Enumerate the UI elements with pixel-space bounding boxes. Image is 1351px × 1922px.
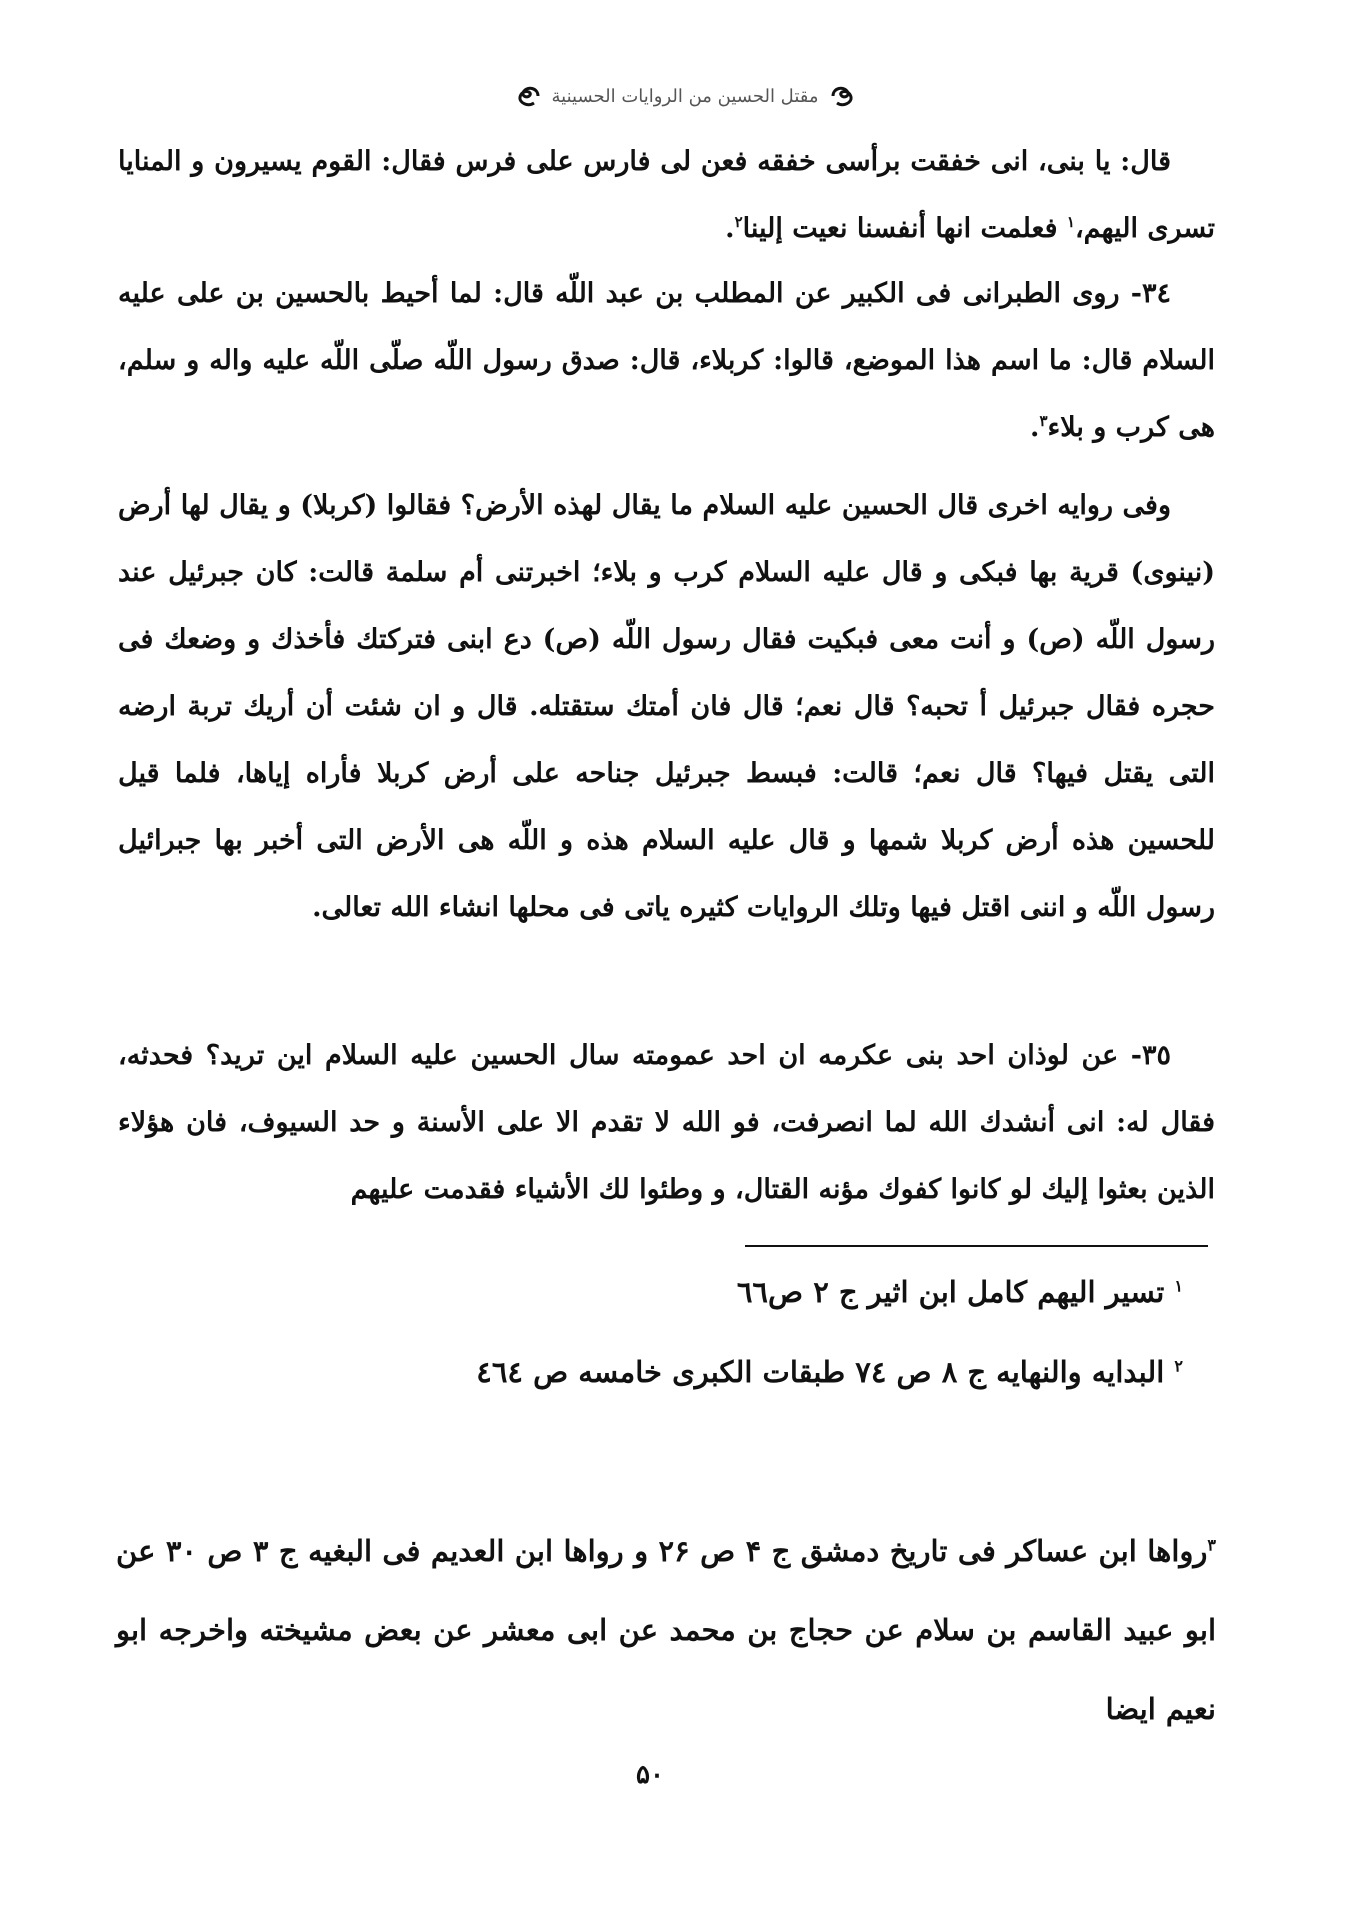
paragraph-1-text-c: . [725, 213, 735, 244]
header-title: مقتل الحسين من الروايات الحسينية [551, 85, 819, 107]
ornament-right-icon [829, 83, 855, 109]
footnote-3 [116, 1512, 1216, 1749]
paragraph-3-text: وفى روايه اخرى قال الحسين عليه السلام ما يقال لهذه الأرض؟ فقالوا (كربلا) و يقال لها أرض (نينوى) قرية بها فبكى و قال عليه السلام كرب و بلاء؛ اخبرتنى أم سلمة قالت: كان جبرئيل عند رسول اللّه (ص) و أنت معى فبكيت فقال رسول اللّه (ص) دع ابنى فتركتك فأخذك و وضعك فى حجره فقال جبرئيل أ تحبه؟ قال نعم؛ قال فان أمتك ستقتله. قال و ان شئت أن أريك تربة ارضه التى يقتل فيها؟ قال نعم؛ قالت: فبسط جبرئيل جناحه على أرض كربلا فأراه إياها، فلما قيل للحسين هذه أرض كربلا شمها و قال عليه السلام هذه و اللّه هى الأرض التى أخبر بها جبرائيل رسول اللّه و اننى اقتل فيها وتلك الروايات كثيره ياتى فى محلها انشاء الله تعالى. [118, 490, 1215, 923]
footnote-ref-1: ١ [1066, 213, 1075, 231]
footnote-2-text: البدايه والنهايه ج ٨ ص ٧٤ طبقات الكبرى خامسه ص ٤٦٤ [476, 1355, 1165, 1389]
running-header [470, 78, 900, 114]
footnote-2-number: ٢ [1174, 1356, 1183, 1376]
footnote-3-number: ٣ [1207, 1535, 1216, 1555]
paragraph-2 [118, 260, 1215, 461]
ornament-left-icon [516, 83, 542, 109]
footnote-2 [283, 1350, 1183, 1394]
paragraph-1-text-b: فعلمت انها أنفسنا نعيت إلينا [742, 213, 1067, 244]
footnote-divider [745, 1245, 1208, 1247]
paragraph-4-text: ٣٥- عن لوذان احد بنى عكرمه ان احد عمومته سال الحسين عليه السلام اين تريد؟ فحدثه، فقال له: انى أنشدك الله لما انصرفت، فو الله لا تقدم الا على الأسنة و حد السيوف، فان هؤلاء الذين بعثوا إليك لو كانوا كفوك مؤنه القتال، و وطئوا لك الأشياء فقدمت عليهم [118, 1040, 1215, 1205]
paragraph-2-text-b: . [1030, 412, 1040, 443]
paragraph-4 [118, 1022, 1215, 1223]
footnote-3-text: رواها ابن عساكر فى تاريخ دمشق ج ۴ ص ٢۶ و رواها ابن العديم فى البغيه ج ٣ ص ٣٠ عن ابو عبيد القاسم بن سلام عن حجاج بن محمد عن ابى معشر عن بعض مشيخته واخرجه ابو نعيم ايضا [116, 1534, 1216, 1726]
footnote-1 [483, 1270, 1183, 1314]
paragraph-3 [118, 472, 1215, 941]
footnote-ref-2: ٢ [734, 213, 743, 231]
footnote-1-number: ١ [1174, 1276, 1183, 1296]
footnote-1-text: تسير اليهم كامل ابن اثير ج ٢ ص٦٦ [736, 1275, 1165, 1309]
footnote-ref-3: ٣ [1039, 412, 1048, 430]
paragraph-2-text: ٣٤- روى الطبرانى فى الكبير عن المطلب بن عبد اللّه قال: لما أحيط بالحسين بن على عليه السلام قال: ما اسم هذا الموضع، قالوا: كربلاء، قال: صدق رسول اللّه صلّى اللّه عليه واله و سلم، هى كرب و بلاء [118, 278, 1215, 443]
page-number: ۵۰ [636, 1760, 664, 1790]
paragraph-1-text: قال: يا بنى، انى خفقت برأسى خفقه فعن لى فارس على فرس فقال: القوم يسيرون و المنايا تسرى اليهم، [118, 146, 1215, 244]
paragraph-1 [118, 128, 1215, 262]
